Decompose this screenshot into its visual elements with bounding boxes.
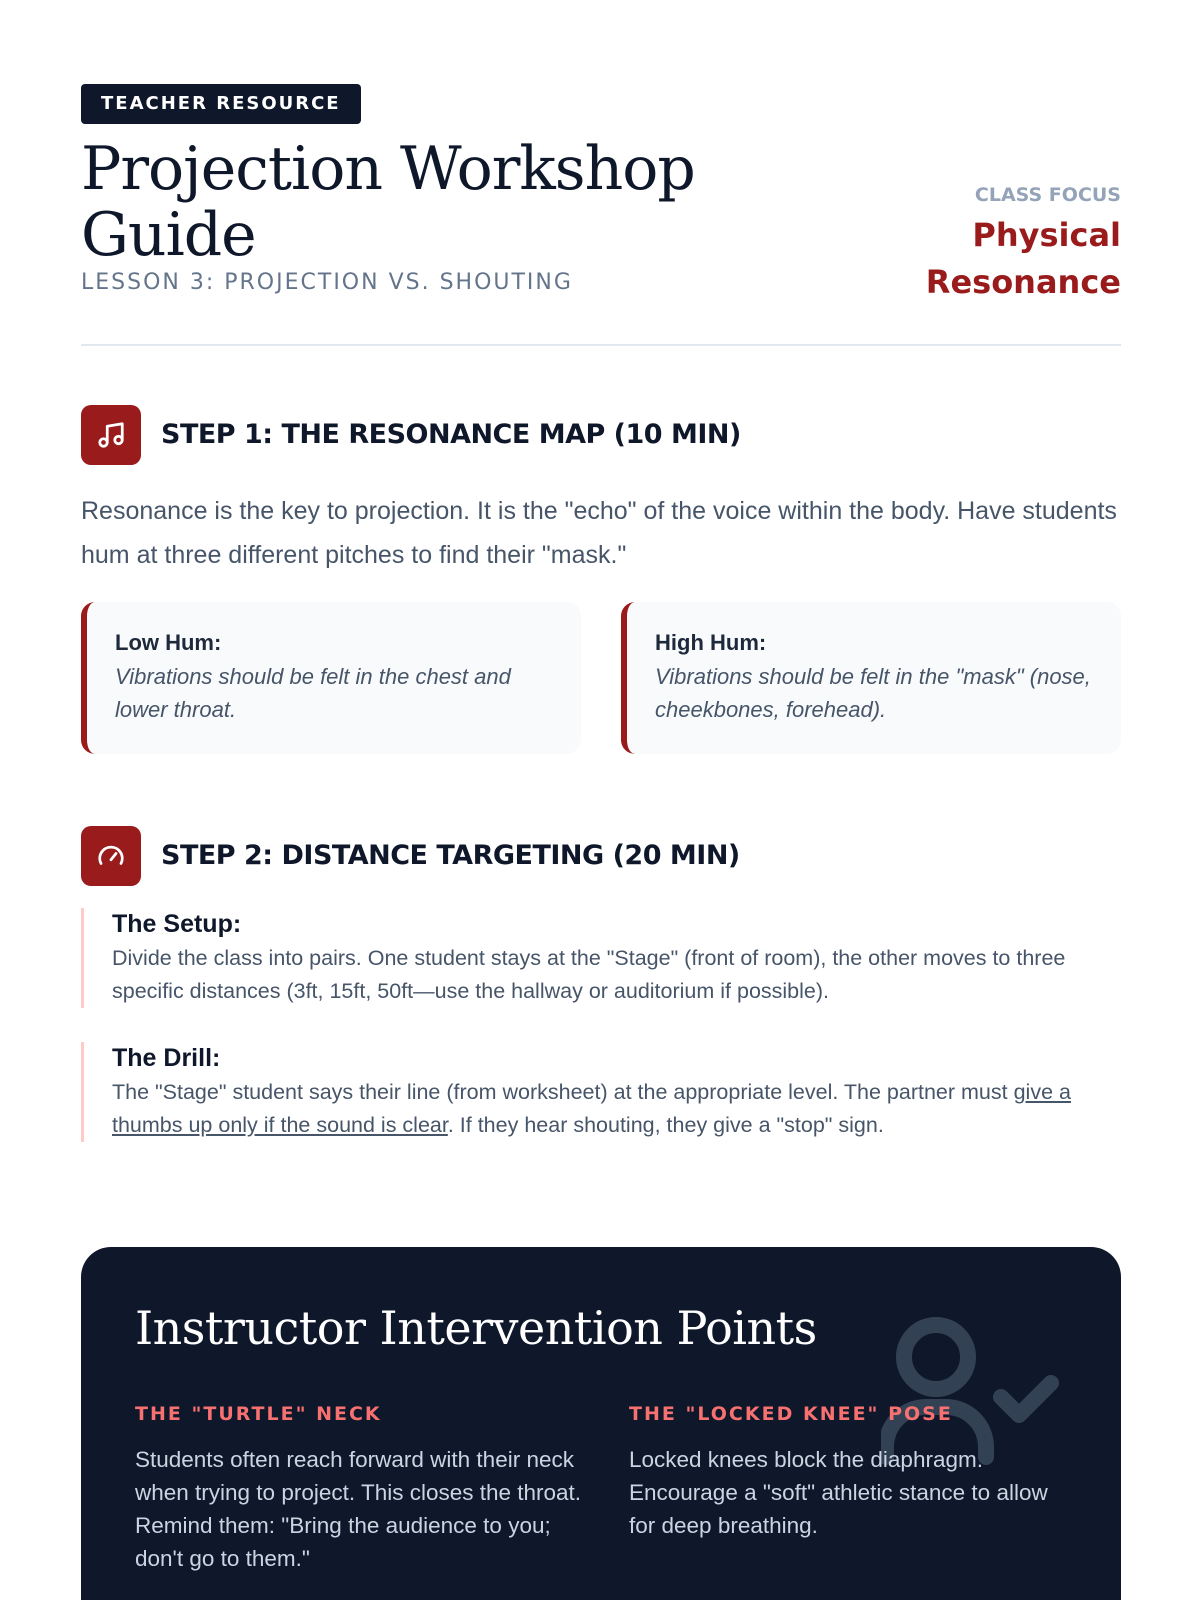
drill-text-before: The "Stage" student says their line (from worksheet) at the appropriate level. The partner must	[112, 1080, 1014, 1104]
setup-block	[81, 908, 1121, 1008]
tip-turtle-neck-heading: THE "TURTLE" NECK	[135, 1403, 382, 1425]
setup-text: Divide the class into pairs. One student stays at the "Stage" (front of room), the other moves to three specific distances (3ft, 15ft, 50ft—use the hallway or auditorium if possible).	[112, 946, 1066, 1003]
worksheet-page	[81, 84, 1121, 1137]
tip-locked-knee-text: Locked knees block the diaphragm. Encourage a "soft" athletic stance to allow for deep breathing.	[629, 1447, 1048, 1538]
class-focus-value-line2: Resonance	[925, 263, 1121, 301]
step2-title: STEP 2: DISTANCE TARGETING (20 MIN)	[161, 840, 740, 871]
intervention-panel	[81, 1247, 1121, 1600]
drill-block	[81, 1042, 1121, 1142]
music-note-icon	[81, 405, 141, 465]
page-header	[81, 84, 1121, 346]
high-hum-title: High Hum:	[655, 630, 767, 655]
drill-emphasis: give a thumbs up only if the sound is clear	[112, 1080, 1071, 1137]
step2-heading	[81, 826, 1121, 886]
page-title: Projection Workshop Guide	[81, 134, 695, 270]
high-hum-card	[621, 602, 1121, 754]
tip-turtle-neck	[135, 1403, 585, 1575]
step1-heading	[81, 405, 1121, 465]
class-focus-label: CLASS FOCUS	[974, 184, 1121, 206]
step1-intro: Resonance is the key to projection. It is the "echo" of the voice within the body. Have students hum at three different pitches to find their "mask."	[81, 497, 1117, 569]
class-focus-value	[926, 212, 1121, 306]
lesson-subtitle: LESSON 3: PROJECTION VS. SHOUTING	[81, 270, 573, 295]
tip-turtle-neck-text: Students often reach forward with their neck when trying to project. This closes the throat. Remind them: "Bring the audience to you; don't go to them."	[135, 1447, 582, 1571]
high-hum-text: Vibrations should be felt in the "mask" (nose, cheekbones, forehead).	[655, 664, 1091, 722]
low-hum-card	[81, 602, 581, 754]
tip-locked-knee-heading: THE "LOCKED KNEE" POSE	[629, 1403, 953, 1425]
resource-badge: TEACHER RESOURCE	[81, 84, 361, 124]
tip-locked-knee	[629, 1403, 1079, 1542]
intervention-title: Instructor Intervention Points	[135, 1301, 817, 1355]
gauge-icon	[81, 826, 141, 886]
low-hum-text: Vibrations should be felt in the chest and lower throat.	[115, 664, 511, 722]
step1-title: STEP 1: THE RESONANCE MAP (10 MIN)	[161, 419, 741, 450]
class-focus-value-line1: Physical	[972, 216, 1121, 254]
drill-text	[112, 1076, 1121, 1142]
drill-text-after: . If they hear shouting, they give a "stop" sign.	[447, 1113, 884, 1137]
setup-title: The Setup:	[112, 910, 242, 938]
low-hum-title: Low Hum:	[115, 630, 222, 655]
drill-title: The Drill:	[112, 1044, 221, 1072]
